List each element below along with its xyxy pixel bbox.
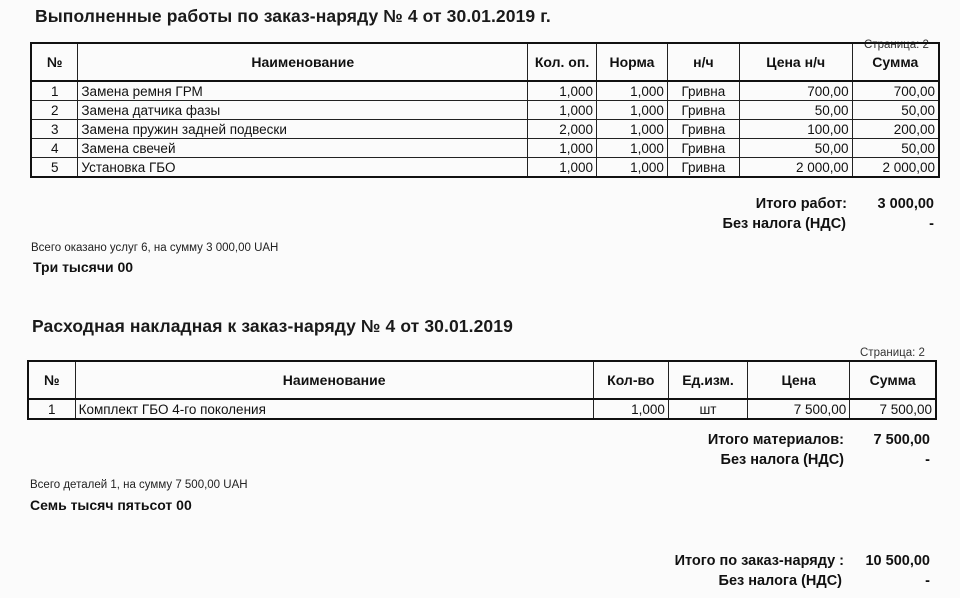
row-unit: Гривна [667, 158, 739, 178]
row-quantity: 1,000 [528, 139, 597, 158]
row-sum: 2 000,00 [852, 158, 939, 178]
grand-tax-label: Без налога (НДС) [718, 573, 842, 589]
materials-tax-value: - [925, 452, 930, 468]
row-name: Замена датчика фазы [78, 101, 528, 120]
col-hour-price: Цена н/ч [739, 43, 852, 81]
row-unit: Гривна [667, 139, 739, 158]
works-summary: Всего оказано услуг 6, на сумму 3 000,00 UAH [31, 242, 279, 254]
row-number: 2 [31, 101, 78, 120]
col-number: № [28, 361, 75, 399]
row-name: Замена ремня ГРМ [78, 81, 528, 101]
row-number: 1 [28, 399, 75, 419]
row-sum: 700,00 [852, 81, 939, 101]
row-number: 1 [31, 81, 78, 101]
col-quantity: Кол-во [593, 361, 668, 399]
row-sum: 7 500,00 [850, 399, 936, 419]
row-norm: 1,000 [597, 120, 668, 139]
row-name: Комплект ГБО 4-го поколения [75, 399, 593, 419]
row-price: 100,00 [739, 120, 852, 139]
row-norm: 1,000 [597, 81, 668, 101]
row-sum: 200,00 [852, 120, 939, 139]
row-number: 4 [31, 139, 78, 158]
materials-title: Расходная накладная к заказ-наряду № 4 от 30.01.2019 [32, 316, 513, 336]
works-title: Выполненные работы по заказ-наряду № 4 от 30.01.2019 г. [35, 6, 551, 26]
works-table [30, 42, 940, 178]
works-tax-value: - [929, 216, 934, 232]
row-unit: Гривна [667, 120, 739, 139]
works-amount-in-words: Три тысячи 00 [33, 259, 134, 275]
materials-header-row [28, 361, 936, 399]
works-total-label: Итого работ: [755, 196, 847, 212]
col-price: Цена [748, 361, 850, 399]
row-norm: 1,000 [597, 158, 668, 178]
row-unit: Гривна [667, 81, 739, 101]
row-quantity: 1,000 [528, 81, 597, 101]
col-sum: Сумма [850, 361, 936, 399]
grand-total-label: Итого по заказ-наряду : [674, 553, 844, 569]
materials-total-label: Итого материалов: [707, 432, 844, 448]
row-quantity: 1,000 [528, 158, 597, 178]
col-hour-unit: н/ч [667, 43, 739, 81]
table-row [31, 139, 939, 158]
materials-table [27, 360, 937, 420]
table-row [31, 120, 939, 139]
col-sum: Сумма [852, 43, 939, 81]
row-sum: 50,00 [852, 139, 939, 158]
row-quantity: 1,000 [593, 399, 668, 419]
row-price: 700,00 [739, 81, 852, 101]
materials-summary: Всего деталей 1, на сумму 7 500,00 UAH [30, 479, 248, 491]
works-header-row [31, 43, 939, 81]
row-number: 3 [31, 120, 78, 139]
row-sum: 50,00 [852, 101, 939, 120]
col-norm: Норма [597, 43, 668, 81]
row-price: 50,00 [739, 139, 852, 158]
row-number: 5 [31, 158, 78, 178]
row-price: 2 000,00 [739, 158, 852, 178]
works-page-number: Страница: 2 [864, 39, 929, 51]
grand-total-value: 10 500,00 [865, 553, 930, 569]
row-norm: 1,000 [597, 101, 668, 120]
table-row [28, 399, 936, 419]
materials-total-value: 7 500,00 [873, 432, 930, 448]
materials-amount-in-words: Семь тысяч пятьсот 00 [30, 497, 192, 513]
grand-tax-value: - [925, 573, 930, 589]
col-number: № [31, 43, 78, 81]
row-price: 7 500,00 [748, 399, 850, 419]
row-price: 50,00 [739, 101, 852, 120]
row-name: Замена свечей [78, 139, 528, 158]
table-row [31, 158, 939, 178]
col-unit: Ед.изм. [668, 361, 747, 399]
works-total-value: 3 000,00 [877, 196, 934, 212]
row-norm: 1,000 [597, 139, 668, 158]
col-name: Наименование [78, 43, 528, 81]
works-tax-label: Без налога (НДС) [722, 216, 846, 232]
col-quantity: Кол. оп. [528, 43, 597, 81]
materials-tax-label: Без налога (НДС) [720, 452, 844, 468]
row-name: Установка ГБО [78, 158, 528, 178]
col-name: Наименование [75, 361, 593, 399]
materials-page-number: Страница: 2 [860, 347, 925, 359]
table-row [31, 101, 939, 120]
row-unit: Гривна [667, 101, 739, 120]
row-unit: шт [668, 399, 747, 419]
row-name: Замена пружин задней подвески [78, 120, 528, 139]
table-row [31, 81, 939, 101]
row-quantity: 2,000 [528, 120, 597, 139]
row-quantity: 1,000 [528, 101, 597, 120]
